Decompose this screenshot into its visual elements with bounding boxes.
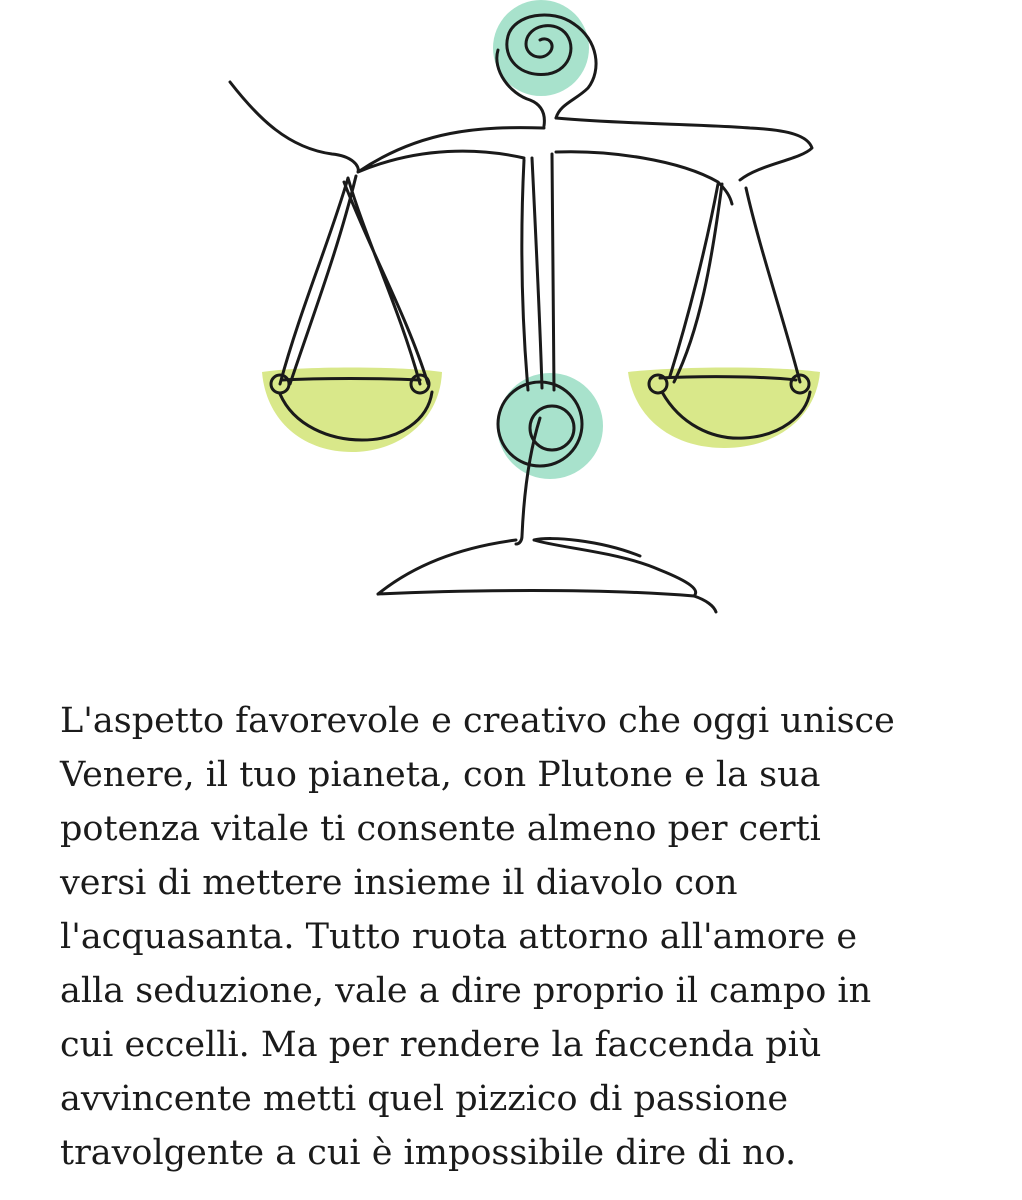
text-line: Venere, il tuo pianeta, con Plutone e la sua xyxy=(60,755,821,795)
text-line: potenza vitale ti consente almeno per certi xyxy=(60,809,821,849)
text-line: versi di mettere insieme il diavolo con xyxy=(60,863,738,903)
scale-base xyxy=(378,539,716,612)
scale-lines xyxy=(230,15,812,612)
right-strings xyxy=(670,184,800,382)
text-line: avvincente metti quel pizzico di passione xyxy=(60,1079,789,1119)
central-pillar xyxy=(522,154,554,390)
left-strings xyxy=(280,176,428,384)
scale-beam xyxy=(230,82,812,204)
color-accents xyxy=(262,0,820,479)
center-ring-accent xyxy=(497,373,603,479)
text-line: cui eccelli. Ma per rendere la faccenda più xyxy=(60,1025,822,1065)
text-line: travolgente a cui è impossibile dire di no. xyxy=(60,1133,797,1173)
text-line: L'aspetto favorevole e creativo che oggi unisce xyxy=(60,701,895,741)
text-line: l'acquasanta. Tutto ruota attorno all'amore e xyxy=(60,917,858,957)
horoscope-paragraph xyxy=(60,694,990,1180)
text-line: alla seduzione, vale a dire proprio il campo in xyxy=(60,971,872,1011)
